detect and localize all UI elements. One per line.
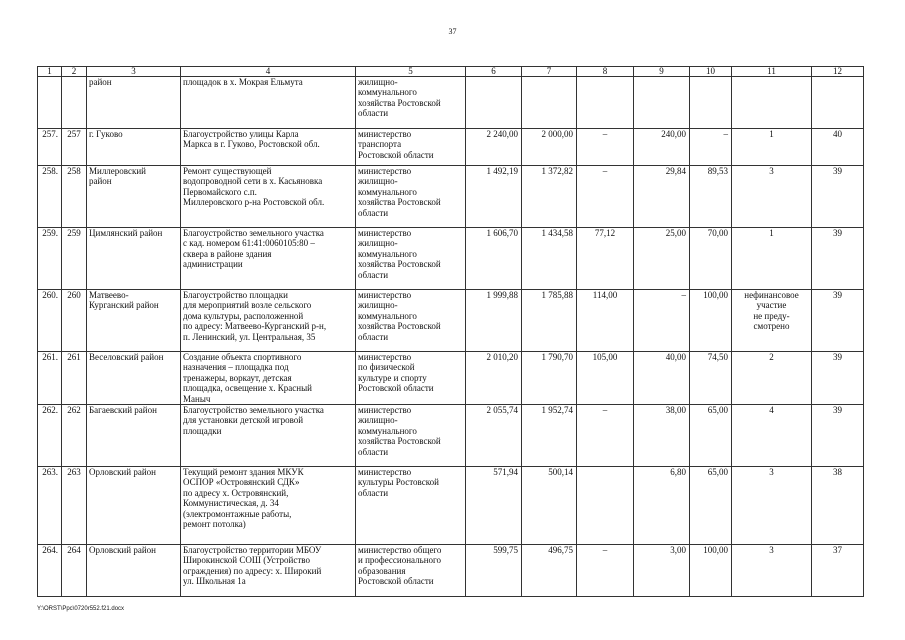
cell-total-cost: 1 492,19 <box>466 166 522 228</box>
cell-score: 38 <box>812 467 864 545</box>
footer-file-path: Y:\ORST\Ppc\0720r552.f21.docx <box>37 606 125 612</box>
cell-ministry: министерство транспорта Ростовской области <box>356 129 466 166</box>
table-row <box>38 228 864 290</box>
cell-extra-budget-2: 65,00 <box>690 467 732 545</box>
page-number: 37 <box>448 27 457 36</box>
cell-score: 40 <box>812 129 864 166</box>
cell-project-id: 260 <box>62 290 87 352</box>
cell-row-number: 260. <box>38 290 62 352</box>
cell-total-cost: 1 999,88 <box>466 290 522 352</box>
cell-participation: 1 <box>732 129 812 166</box>
cell-row-number: 264. <box>38 545 62 597</box>
cell-local-budget: – <box>577 545 634 597</box>
cell-extra-budget-2: 65,00 <box>690 405 732 467</box>
cell-local-budget <box>577 467 634 545</box>
cell-description: Создание объекта спортивного назначения – площадка под тренажеры, воркаут, детская площадка, освещение х. Красный Маныч <box>181 352 356 405</box>
column-header-8: 8 <box>577 67 634 77</box>
cell-row-number: 263. <box>38 467 62 545</box>
cell-score <box>812 77 864 129</box>
cell-description: Благоустройство улицы Карла Маркса в г. Гуково, Ростовской обл. <box>181 129 356 166</box>
column-header-10: 10 <box>690 67 732 77</box>
cell-participation: 1 <box>732 228 812 290</box>
cell-total-cost: 2 055,74 <box>466 405 522 467</box>
cell-participation: 2 <box>732 352 812 405</box>
column-header-11: 11 <box>732 67 812 77</box>
cell-ministry: министерство жилищно- коммунального хозяйства Ростовской области <box>356 405 466 467</box>
cell-regional-budget: 1 372,82 <box>522 166 577 228</box>
cell-project-id: 259 <box>62 228 87 290</box>
cell-ministry: министерство жилищно- коммунального хозяйства Ростовской области <box>356 290 466 352</box>
cell-local-budget: – <box>577 129 634 166</box>
cell-row-number <box>38 77 62 129</box>
cell-district: Матвеево- Курганский район <box>87 290 181 352</box>
cell-ministry: министерство жилищно- коммунального хозяйства Ростовской области <box>356 166 466 228</box>
cell-score: 39 <box>812 405 864 467</box>
cell-score: 39 <box>812 166 864 228</box>
cell-regional-budget: 1 785,88 <box>522 290 577 352</box>
cell-district: Орловский район <box>87 467 181 545</box>
cell-local-budget: 105,00 <box>577 352 634 405</box>
cell-project-id: 263 <box>62 467 87 545</box>
cell-regional-budget: 2 000,00 <box>522 129 577 166</box>
cell-total-cost: 1 606,70 <box>466 228 522 290</box>
cell-project-id: 257 <box>62 129 87 166</box>
column-number-row <box>38 67 864 77</box>
cell-local-budget: 77,12 <box>577 228 634 290</box>
cell-total-cost: 571,94 <box>466 467 522 545</box>
cell-district: Орловский район <box>87 545 181 597</box>
cell-regional-budget: 496,75 <box>522 545 577 597</box>
cell-extra-budget-1: 40,00 <box>634 352 690 405</box>
table-body <box>38 77 864 597</box>
cell-district: Багаевский район <box>87 405 181 467</box>
cell-project-id <box>62 77 87 129</box>
cell-extra-budget-1: 25,00 <box>634 228 690 290</box>
cell-row-number: 261. <box>38 352 62 405</box>
cell-score: 39 <box>812 290 864 352</box>
cell-ministry: министерство общего и профессионального образования Ростовской области <box>356 545 466 597</box>
column-header-6: 6 <box>466 67 522 77</box>
table-row <box>38 545 864 597</box>
cell-district: Веселовский район <box>87 352 181 405</box>
cell-participation: 4 <box>732 405 812 467</box>
cell-extra-budget-1: 240,00 <box>634 129 690 166</box>
cell-regional-budget: 1 790,70 <box>522 352 577 405</box>
cell-local-budget: – <box>577 166 634 228</box>
cell-row-number: 259. <box>38 228 62 290</box>
cell-project-id: 262 <box>62 405 87 467</box>
cell-extra-budget-2: 74,50 <box>690 352 732 405</box>
cell-project-id: 261 <box>62 352 87 405</box>
cell-row-number: 258. <box>38 166 62 228</box>
column-header-4: 4 <box>181 67 356 77</box>
cell-district: Цимлянский район <box>87 228 181 290</box>
table-row <box>38 467 864 545</box>
cell-description: площадок в х. Мокрая Ельмута <box>181 77 356 129</box>
cell-row-number: 257. <box>38 129 62 166</box>
cell-project-id: 264 <box>62 545 87 597</box>
cell-participation: 3 <box>732 166 812 228</box>
cell-extra-budget-2: 70,00 <box>690 228 732 290</box>
column-header-3: 3 <box>87 67 181 77</box>
cell-regional-budget <box>522 77 577 129</box>
cell-participation <box>732 77 812 129</box>
cell-total-cost: 2 240,00 <box>466 129 522 166</box>
cell-extra-budget-2: 100,00 <box>690 545 732 597</box>
cell-regional-budget: 500,14 <box>522 467 577 545</box>
cell-ministry: министерство по физической культуре и спорту Ростовской области <box>356 352 466 405</box>
cell-total-cost: 599,75 <box>466 545 522 597</box>
cell-description: Благоустройство земельного участка с кад. номером 61:41:0060105:80 – сквера в районе здания администрации <box>181 228 356 290</box>
cell-local-budget: – <box>577 405 634 467</box>
cell-description: Текущий ремонт здания МКУК ОСПОР «Островянский СДК» по адресу х. Островянский, Коммунистическая, д. 34 (электромонтажные работы, ремонт потолка) <box>181 467 356 545</box>
projects-table <box>37 66 864 597</box>
cell-project-id: 258 <box>62 166 87 228</box>
cell-description: Благоустройство территории МБОУ Широкинской СОШ (Устройство ограждения) по адресу: х. Широкий ул. Школьная 1а <box>181 545 356 597</box>
column-header-12: 12 <box>812 67 864 77</box>
cell-participation: нефинансовое участие не преду- смотрено <box>732 290 812 352</box>
cell-extra-budget-1: 3,00 <box>634 545 690 597</box>
cell-extra-budget-1 <box>634 77 690 129</box>
cell-regional-budget: 1 952,74 <box>522 405 577 467</box>
table-row <box>38 290 864 352</box>
table-row <box>38 405 864 467</box>
cell-score: 37 <box>812 545 864 597</box>
column-header-1: 1 <box>38 67 62 77</box>
cell-row-number: 262. <box>38 405 62 467</box>
table-row <box>38 77 864 129</box>
column-header-2: 2 <box>62 67 87 77</box>
cell-description: Ремонт существующей водопроводной сети в х. Касьяновка Первомайского с.п. Миллеровского р-на Ростовской обл. <box>181 166 356 228</box>
cell-local-budget <box>577 77 634 129</box>
column-header-5: 5 <box>356 67 466 77</box>
cell-participation: 3 <box>732 545 812 597</box>
cell-ministry: жилищно- коммунального хозяйства Ростовской области <box>356 77 466 129</box>
cell-extra-budget-1: 6,80 <box>634 467 690 545</box>
cell-regional-budget: 1 434,58 <box>522 228 577 290</box>
cell-score: 39 <box>812 228 864 290</box>
table-row <box>38 166 864 228</box>
cell-extra-budget-2: 89,53 <box>690 166 732 228</box>
cell-total-cost: 2 010,20 <box>466 352 522 405</box>
cell-district: Миллеровский район <box>87 166 181 228</box>
cell-extra-budget-1: – <box>634 290 690 352</box>
cell-district: район <box>87 77 181 129</box>
table-row <box>38 352 864 405</box>
cell-district: г. Гуково <box>87 129 181 166</box>
cell-ministry: министерство культуры Ростовской области <box>356 467 466 545</box>
cell-ministry: министерство жилищно- коммунального хозяйства Ростовской области <box>356 228 466 290</box>
cell-local-budget: 114,00 <box>577 290 634 352</box>
cell-extra-budget-2: 100,00 <box>690 290 732 352</box>
cell-extra-budget-2 <box>690 77 732 129</box>
cell-participation: 3 <box>732 467 812 545</box>
cell-total-cost <box>466 77 522 129</box>
cell-score: 39 <box>812 352 864 405</box>
cell-description: Благоустройство земельного участка для установки детской игровой площадки <box>181 405 356 467</box>
table-row <box>38 129 864 166</box>
column-header-7: 7 <box>522 67 577 77</box>
cell-description: Благоустройство площадки для мероприятий возле сельского дома культуры, расположенной по адресу: Матвеево-Курганский р-н, п. Ленинский, ул. Центральная, 35 <box>181 290 356 352</box>
cell-extra-budget-1: 38,00 <box>634 405 690 467</box>
cell-extra-budget-2: – <box>690 129 732 166</box>
cell-extra-budget-1: 29,84 <box>634 166 690 228</box>
column-header-9: 9 <box>634 67 690 77</box>
